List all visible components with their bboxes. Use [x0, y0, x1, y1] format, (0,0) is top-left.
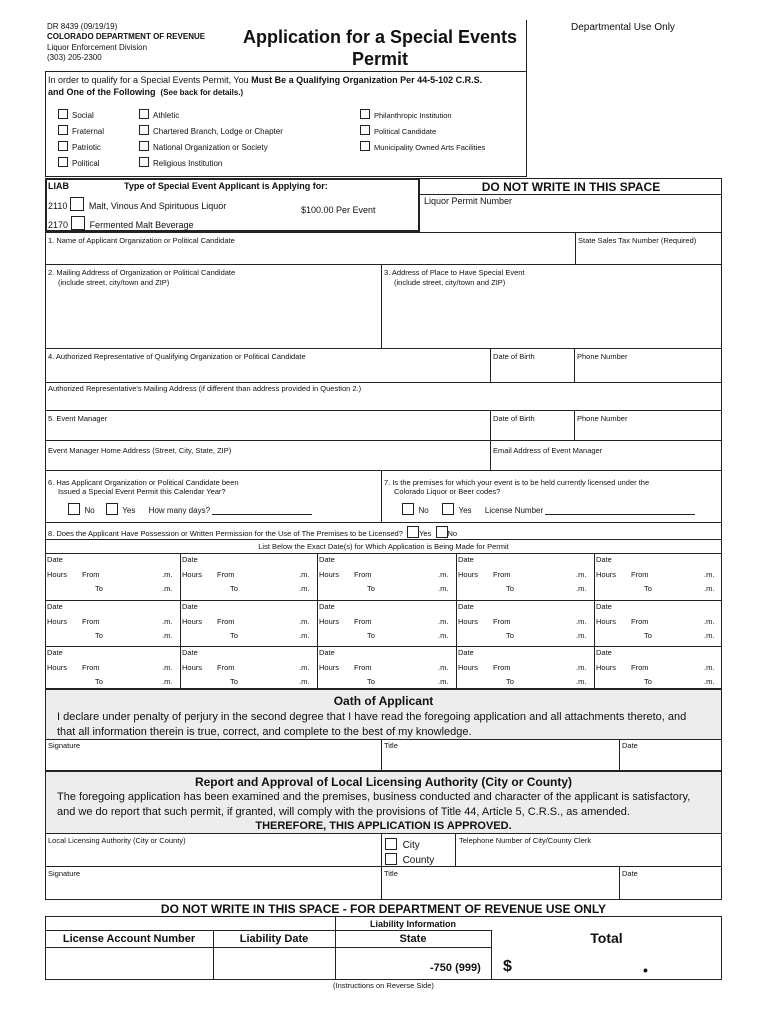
from-meridiem: .m.	[704, 570, 715, 579]
from-meridiem: .m.	[704, 617, 715, 626]
hours-label: Hours	[458, 617, 479, 626]
col-license-account: License Account Number	[62, 933, 196, 945]
q8-no-checkbox[interactable]	[436, 526, 448, 538]
oath-text: I declare under penalty of perjury in the second degree that I have read the foregoing application and all attachments thereto, and that all information therein is true, correct, and complete to the best of my knowledge.	[57, 711, 687, 738]
org-type-column-1	[58, 108, 104, 172]
checkbox-political-candidate[interactable]: Political Candidate	[360, 124, 485, 140]
to-label: To	[506, 631, 514, 640]
report-title: Report and Approval of Local Licensing Authority (City or County)	[194, 775, 573, 789]
from-meridiem: .m.	[438, 570, 449, 579]
to-meridiem: .m.	[576, 677, 587, 686]
from-meridiem: .m.	[299, 663, 310, 672]
q4-dob-label: Date of Birth	[493, 352, 535, 361]
hours-label: Hours	[182, 663, 203, 672]
to-label: To	[230, 631, 238, 640]
date-label: Date	[182, 648, 198, 657]
q7-license-field[interactable]	[545, 514, 695, 515]
mailing-address-field[interactable]	[48, 292, 376, 344]
col-liability-date: Liability Date	[239, 933, 309, 945]
q6-yes-checkbox[interactable]	[106, 503, 118, 515]
hours-label: Hours	[319, 663, 340, 672]
qualify-intro: In order to qualify for a Special Events Permit, You Must Be a Qualifying Organization Per 44-5-102 C.R.S.	[48, 75, 483, 85]
checkbox-philanthropic[interactable]: Philanthropic Institution	[360, 108, 485, 124]
em-email-label: Email Address of Event Manager	[493, 446, 603, 455]
title-line-2: Permit	[351, 49, 409, 69]
report-approved: THEREFORE, THIS APPLICATION IS APPROVED.	[255, 820, 512, 832]
from-meridiem: .m.	[438, 617, 449, 626]
option-2110[interactable]: 2110 Malt, Vinous And Spirituous Liquor	[48, 197, 226, 211]
hours-label: Hours	[47, 617, 68, 626]
division-name: Liquor Enforcement Division	[47, 43, 148, 52]
department-name: COLORADO DEPARTMENT OF REVENUE	[47, 32, 206, 41]
to-label: To	[506, 677, 514, 686]
hours-label: Hours	[182, 617, 203, 626]
from-label: From	[82, 617, 100, 626]
from-label: From	[631, 570, 649, 579]
do-not-write-heading: DO NOT WRITE IN THIS SPACE	[481, 180, 661, 194]
q6-days-field[interactable]	[212, 514, 312, 515]
q6-no-checkbox[interactable]	[68, 503, 80, 515]
report-text: The foregoing application has been examined and the premises, business conducted and character of the applicant is satisfactory, and we do report that such permit, if granted, will comply with the provisions of Title 44, Article 5, C.R.S., as amended.	[57, 791, 691, 818]
q4-phone-label: Phone Number	[577, 352, 628, 361]
date-field[interactable]	[480, 554, 590, 566]
q6-label: 6. Has Applicant Organization or Political Candidate been Issued a Special Event Permit this Calendar Year?	[48, 478, 239, 496]
report-title-label: Title	[384, 869, 398, 878]
from-label: From	[217, 617, 235, 626]
state-value: -750 (999)	[430, 962, 481, 974]
date-field[interactable]	[341, 647, 452, 659]
hours-label: Hours	[458, 663, 479, 672]
to-meridiem: .m.	[704, 631, 715, 640]
date-label: Date	[319, 602, 335, 611]
to-label: To	[95, 584, 103, 593]
total-dollar-sign: $	[503, 958, 512, 975]
to-label: To	[230, 584, 238, 593]
from-label: From	[82, 570, 100, 579]
to-meridiem: .m.	[299, 584, 310, 593]
q1-label: 1. Name of Applicant Organization or Political Candidate	[48, 236, 235, 245]
date-label: Date	[47, 602, 63, 611]
date-field[interactable]	[618, 601, 718, 613]
date-field[interactable]	[69, 554, 176, 566]
report-signature-label: Signature	[48, 869, 81, 878]
from-label: From	[631, 617, 649, 626]
dor-heading: DO NOT WRITE IN THIS SPACE - FOR DEPARTMENT OF REVENUE USE ONLY	[160, 902, 607, 916]
q5-dob-label: Date of Birth	[493, 414, 535, 423]
from-label: From	[493, 663, 511, 672]
from-meridiem: .m.	[704, 663, 715, 672]
county-checkbox[interactable]: County	[385, 853, 434, 868]
from-label: From	[217, 570, 235, 579]
date-label: Date	[458, 602, 474, 611]
checkbox-religious-institution[interactable]: Religious Institution	[139, 156, 283, 172]
hours-label: Hours	[596, 663, 617, 672]
authority-label: Local Licensing Authority (City or County)	[48, 836, 186, 845]
from-label: From	[493, 570, 511, 579]
state-sales-tax-label: State Sales Tax Number (Required)	[578, 236, 697, 245]
hours-label: Hours	[596, 617, 617, 626]
checkbox-national-organization[interactable]: National Organization or Society	[139, 140, 283, 156]
qualify-intro-2: and One of the Following (See back for details.)	[48, 87, 244, 97]
q3-label: 3. Address of Place to Have Special Event (include street, city/town and ZIP)	[384, 268, 525, 287]
em-home-address-label: Event Manager Home Address (Street, City, State, ZIP)	[48, 446, 232, 455]
q7-label: 7. Is the premises for which your event is to be held currently licensed under the Colorado Liquor or Beer codes?	[384, 478, 650, 496]
form-number: DR 8439 (09/19/19)	[47, 22, 118, 31]
date-field[interactable]	[618, 647, 718, 659]
from-meridiem: .m.	[299, 617, 310, 626]
from-meridiem: .m.	[162, 663, 173, 672]
date-field[interactable]	[69, 601, 176, 613]
from-label: From	[354, 663, 372, 672]
date-field[interactable]	[480, 647, 590, 659]
to-label: To	[367, 677, 375, 686]
col-state: State	[399, 933, 427, 945]
fee-per-event: $100.00 Per Event	[301, 205, 376, 215]
to-label: To	[367, 584, 375, 593]
from-meridiem: .m.	[576, 663, 587, 672]
date-label: Date	[458, 555, 474, 564]
q8-yes-checkbox[interactable]	[407, 526, 419, 538]
org-type-column-2	[139, 108, 283, 172]
report-date-label: Date	[622, 869, 638, 878]
q6-answers: No Yes How many days?	[68, 503, 312, 515]
date-label: Date	[319, 648, 335, 657]
checkbox-patriotic[interactable]: Patriotic	[58, 140, 104, 156]
form-title	[232, 26, 528, 70]
q8-label: 8. Does the Applicant Have Possession or Written Permission for the Use of The Premises to be Licensed? Yes No	[48, 526, 457, 538]
to-label: To	[230, 677, 238, 686]
oath-title-label: Title	[384, 741, 398, 750]
q7-no-checkbox[interactable]	[402, 503, 414, 515]
from-meridiem: .m.	[438, 663, 449, 672]
title-line-1: Application for a Special Events	[242, 27, 518, 47]
total-decimal-point: •	[643, 962, 648, 978]
org-type-column-3	[360, 108, 485, 156]
to-label: To	[95, 677, 103, 686]
to-meridiem: .m.	[704, 584, 715, 593]
oath-title: Oath of Applicant	[333, 694, 434, 708]
to-label: To	[367, 631, 375, 640]
q7-yes-checkbox[interactable]	[442, 503, 454, 515]
from-label: From	[493, 617, 511, 626]
to-meridiem: .m.	[704, 677, 715, 686]
division-phone: (303) 205-2300	[47, 53, 102, 62]
to-meridiem: .m.	[438, 584, 449, 593]
date-label: Date	[319, 555, 335, 564]
date-field[interactable]	[480, 601, 590, 613]
from-meridiem: .m.	[162, 570, 173, 579]
date-label: Date	[596, 555, 612, 564]
oath-signature-label: Signature	[48, 741, 81, 750]
checkbox-athletic[interactable]: Athletic	[139, 108, 283, 124]
checkbox-fraternal[interactable]: Fraternal	[58, 124, 104, 140]
to-meridiem: .m.	[438, 631, 449, 640]
from-label: From	[354, 617, 372, 626]
city-checkbox[interactable]: City	[385, 838, 434, 853]
liquor-permit-number-label: Liquor Permit Number	[424, 196, 513, 206]
oath-signature-field[interactable]	[48, 752, 378, 768]
applicant-name-field[interactable]	[48, 248, 568, 262]
to-label: To	[644, 631, 652, 640]
from-meridiem: .m.	[162, 617, 173, 626]
q5-phone-label: Phone Number	[577, 414, 628, 423]
hours-label: Hours	[458, 570, 479, 579]
q5-label: 5. Event Manager	[48, 414, 108, 423]
date-label: Date	[182, 555, 198, 564]
date-field[interactable]	[341, 554, 452, 566]
to-label: To	[95, 631, 103, 640]
date-field[interactable]	[69, 647, 176, 659]
date-label: Date	[458, 648, 474, 657]
to-meridiem: .m.	[438, 677, 449, 686]
from-label: From	[217, 663, 235, 672]
instructions-footer: (Instructions on Reverse Side)	[333, 981, 434, 990]
to-label: To	[506, 584, 514, 593]
date-label: Date	[596, 602, 612, 611]
to-label: To	[644, 677, 652, 686]
hours-label: Hours	[319, 570, 340, 579]
from-label: From	[82, 663, 100, 672]
to-meridiem: .m.	[162, 677, 173, 686]
hours-label: Hours	[596, 570, 617, 579]
from-meridiem: .m.	[576, 570, 587, 579]
auth-rep-mailing-label: Authorized Representative's Mailing Address (if different than address provided in Question 2.)	[48, 384, 362, 393]
option-2170[interactable]: 2170 Fermented Malt Beverage	[48, 216, 194, 230]
from-meridiem: .m.	[299, 570, 310, 579]
checkbox-political[interactable]: Political	[58, 156, 104, 172]
date-field[interactable]	[204, 554, 313, 566]
liability-info-label: Liability Information	[369, 919, 456, 929]
to-meridiem: .m.	[299, 631, 310, 640]
oath-date-label: Date	[622, 741, 638, 750]
date-label: Date	[47, 555, 63, 564]
date-field[interactable]	[618, 554, 718, 566]
date-field[interactable]	[204, 647, 313, 659]
from-meridiem: .m.	[576, 617, 587, 626]
liab-label: LIAB	[48, 181, 69, 191]
to-meridiem: .m.	[162, 631, 173, 640]
to-label: To	[644, 584, 652, 593]
clerk-phone-label: Telephone Number of City/County Clerk	[459, 836, 592, 845]
hours-label: Hours	[47, 570, 68, 579]
hours-label: Hours	[319, 617, 340, 626]
q2-label: 2. Mailing Address of Organization or Political Candidate (include street, city/town and ZIP)	[48, 268, 236, 287]
to-meridiem: .m.	[576, 631, 587, 640]
col-total: Total	[590, 930, 623, 946]
to-meridiem: .m.	[162, 584, 173, 593]
date-field[interactable]	[341, 601, 452, 613]
date-label: Date	[596, 648, 612, 657]
dates-heading: List Below the Exact Date(s) for Which Application is Being Made for Permit	[258, 542, 509, 551]
q4-label: 4. Authorized Representative of Qualifying Organization or Political Candidate	[48, 352, 306, 361]
from-label: From	[631, 663, 649, 672]
date-label: Date	[47, 648, 63, 657]
to-meridiem: .m.	[299, 677, 310, 686]
checkbox-social[interactable]: Social	[58, 108, 104, 124]
event-address-field[interactable]	[384, 292, 718, 344]
applicant-type-heading: Type of Special Event Applicant is Applying for:	[124, 181, 328, 191]
checkbox-chartered-branch[interactable]: Chartered Branch, Lodge or Chapter	[139, 124, 283, 140]
q7-answers: No Yes License Number	[402, 503, 695, 515]
departmental-use-label: Departmental Use Only	[571, 22, 675, 33]
checkbox-municipality-arts[interactable]: Municipality Owned Arts Facilities	[360, 140, 485, 156]
city-county-choice	[385, 838, 434, 868]
from-label: From	[354, 570, 372, 579]
date-field[interactable]	[204, 601, 313, 613]
date-label: Date	[182, 602, 198, 611]
hours-label: Hours	[182, 570, 203, 579]
hours-label: Hours	[47, 663, 68, 672]
to-meridiem: .m.	[576, 584, 587, 593]
